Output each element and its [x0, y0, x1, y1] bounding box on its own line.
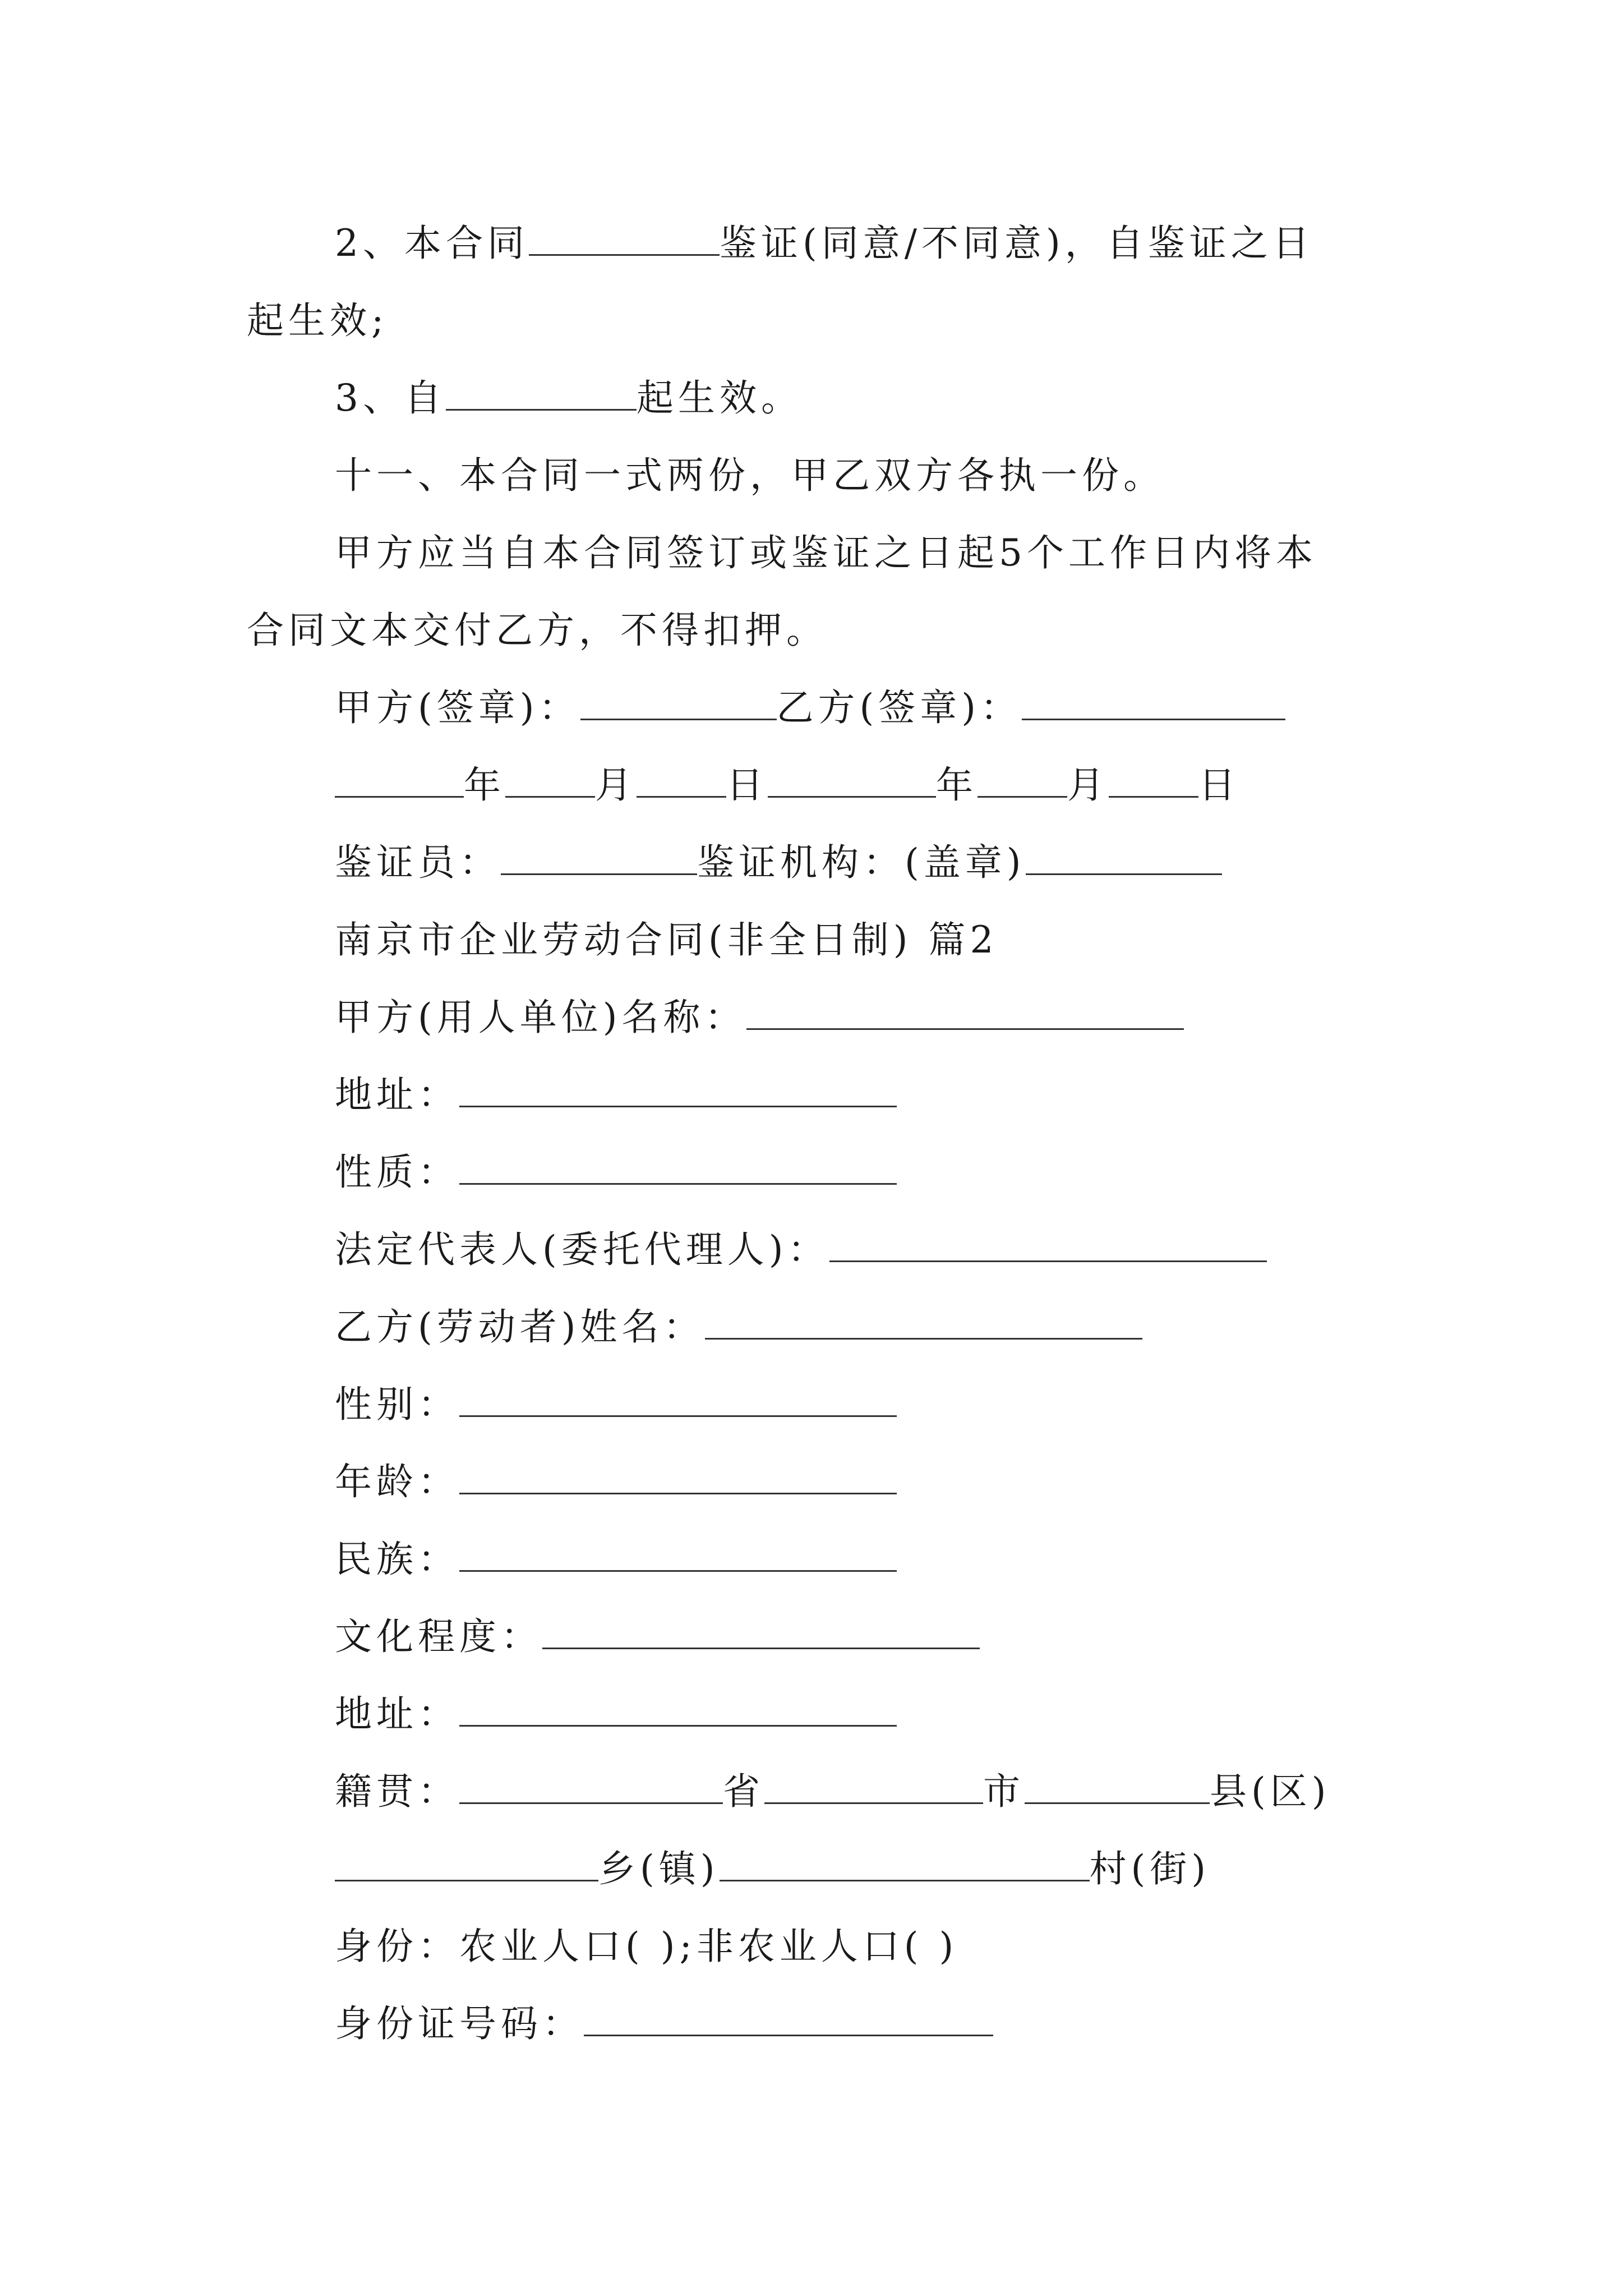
employer-address-line	[335, 1068, 897, 1122]
delivery-clause-continuation	[247, 604, 828, 657]
party-b-signature-field[interactable]	[1022, 686, 1285, 720]
city-label: 市	[983, 1770, 1025, 1813]
ethnicity-field[interactable]	[459, 1538, 897, 1572]
day-label: 日	[1198, 763, 1240, 807]
text: 甲方应当自本合同签订或鉴证之日起5个工作日内将本	[335, 531, 1317, 574]
signature-line	[335, 681, 1285, 735]
delivery-clause-line	[335, 526, 1317, 580]
employer-nature-label: 性质：	[335, 1151, 459, 1194]
native-place-label: 籍贯：	[335, 1770, 459, 1813]
gender-label: 性别：	[335, 1383, 459, 1426]
age-field[interactable]	[459, 1460, 897, 1494]
legal-rep-field[interactable]	[829, 1228, 1267, 1262]
employer-name-line	[335, 991, 1184, 1045]
province-label: 省	[723, 1770, 764, 1813]
year-label: 年	[936, 763, 978, 807]
verifier-label: 鉴证员：	[335, 841, 501, 884]
city-field[interactable]	[764, 1770, 983, 1804]
blank-field[interactable]	[529, 222, 720, 256]
village-field[interactable]	[720, 1847, 1090, 1881]
text: 鉴证(同意/不同意)，自鉴证之日	[720, 222, 1314, 265]
verifier-line	[335, 836, 1222, 890]
clause-3-line	[335, 371, 803, 425]
section-title	[335, 913, 998, 967]
year-label: 年	[464, 763, 505, 807]
county-label: 县(区)	[1210, 1770, 1331, 1813]
township-field[interactable]	[335, 1847, 598, 1881]
county-field[interactable]	[1025, 1770, 1210, 1804]
employer-nature-line	[335, 1145, 897, 1199]
employer-address-field[interactable]	[459, 1073, 897, 1107]
text: 起生效;	[247, 299, 389, 342]
day-label: 日	[726, 763, 768, 807]
age-label: 年龄：	[335, 1460, 459, 1503]
legal-rep-line	[335, 1223, 1267, 1277]
ethnicity-label: 民族：	[335, 1538, 459, 1581]
text: 十一、本合同一式两份，甲乙双方各执一份。	[335, 454, 1165, 497]
id-number-field[interactable]	[584, 2002, 993, 2036]
party-b-signature-label: 乙方(签章)：	[776, 686, 1022, 729]
blank-field[interactable]	[446, 376, 637, 411]
month-label: 月	[1067, 763, 1109, 807]
id-number-label: 身份证号码：	[335, 2002, 584, 2045]
legal-rep-label: 法定代表人(委托代理人)：	[335, 1228, 829, 1271]
ethnicity-line	[335, 1533, 897, 1586]
id-number-line	[335, 1997, 993, 2051]
month-field[interactable]	[505, 763, 595, 798]
employee-address-label: 地址：	[335, 1692, 459, 1736]
age-line	[335, 1455, 897, 1509]
clause-2-continuation	[247, 294, 388, 348]
verifier-org-field[interactable]	[1026, 841, 1222, 875]
native-place-line	[335, 1765, 1331, 1819]
employee-address-field[interactable]	[459, 1692, 897, 1727]
text: 合同文本交付乙方，不得扣押。	[247, 609, 828, 652]
text: 南京市企业劳动合同(非全日制) 篇2	[335, 918, 998, 961]
identity-line	[335, 1920, 958, 1973]
education-line	[335, 1610, 980, 1664]
year-field[interactable]	[768, 763, 936, 798]
education-field[interactable]	[542, 1615, 980, 1649]
party-a-signature-field[interactable]	[580, 686, 777, 720]
employer-name-label: 甲方(用人单位)名称：	[335, 996, 746, 1039]
verifier-field[interactable]	[501, 841, 697, 875]
text: 2、本合同	[335, 222, 529, 265]
day-field[interactable]	[1109, 763, 1198, 798]
employee-name-field[interactable]	[705, 1305, 1142, 1340]
text: 起生效。	[637, 376, 803, 420]
month-label: 月	[595, 763, 637, 807]
clause-2-line	[335, 217, 1314, 270]
employee-name-line	[335, 1300, 1142, 1354]
province-field[interactable]	[459, 1770, 723, 1804]
text: 3、自	[335, 376, 446, 420]
employee-name-label: 乙方(劳动者)姓名：	[335, 1305, 705, 1349]
township-label: 乡(镇)	[598, 1847, 720, 1890]
education-label: 文化程度：	[335, 1615, 542, 1658]
native-place-continuation	[335, 1842, 1210, 1896]
employee-address-line	[335, 1687, 897, 1741]
year-field[interactable]	[335, 763, 464, 798]
day-field[interactable]	[637, 763, 726, 798]
clause-11-line	[335, 449, 1165, 503]
month-field[interactable]	[978, 763, 1067, 798]
employer-nature-field[interactable]	[459, 1151, 897, 1185]
village-label: 村(街)	[1089, 1847, 1210, 1890]
employer-address-label: 地址：	[335, 1073, 459, 1116]
date-line	[335, 758, 1240, 812]
verifier-org-label: 鉴证机构：(盖章)	[697, 841, 1026, 884]
employer-name-field[interactable]	[746, 996, 1184, 1030]
gender-field[interactable]	[459, 1383, 897, 1417]
text: 身份：农业人口( );非农业人口( )	[335, 1925, 958, 1968]
gender-line	[335, 1378, 897, 1432]
party-a-signature-label: 甲方(签章)：	[335, 686, 580, 729]
